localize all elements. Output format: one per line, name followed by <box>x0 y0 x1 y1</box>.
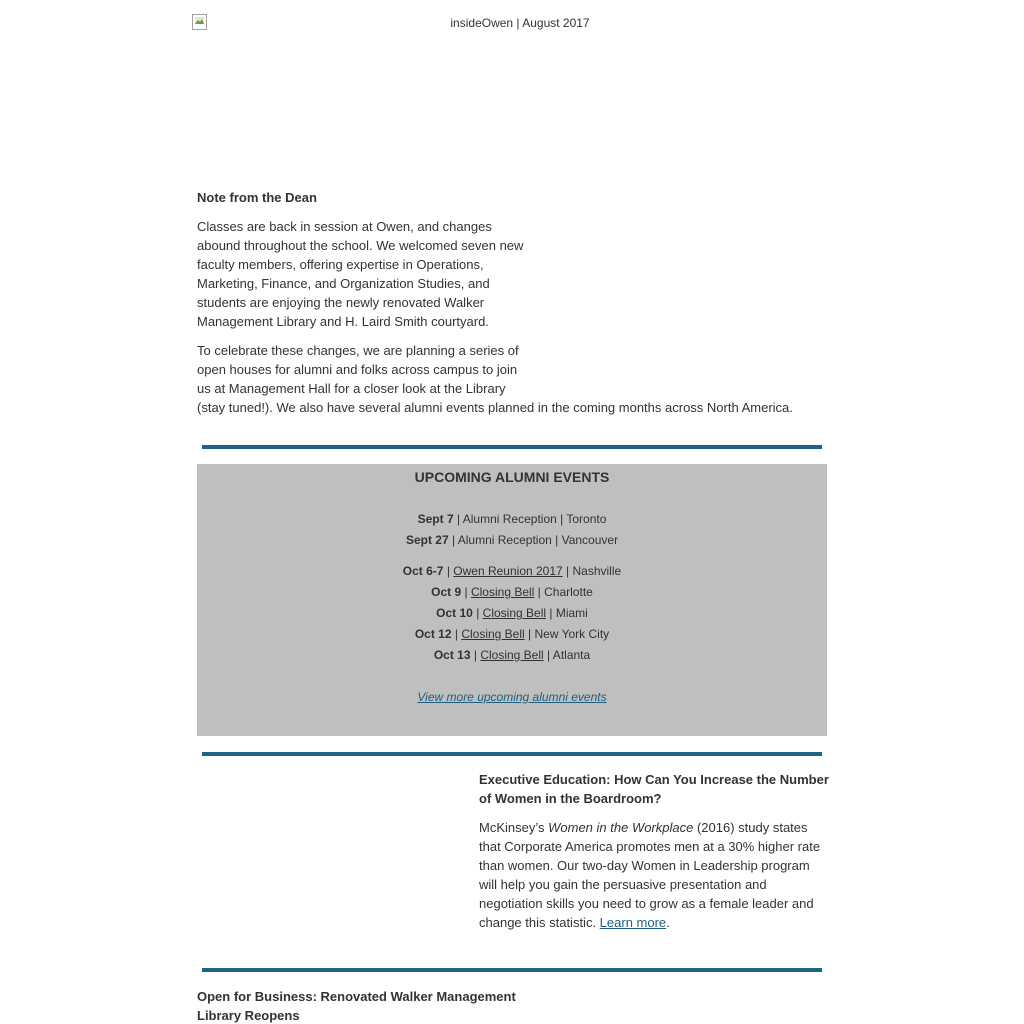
event-separator: | <box>472 606 483 620</box>
event-date: Oct 13 <box>433 648 471 662</box>
exec-ed-section <box>479 770 829 932</box>
exec-ed-paragraph <box>479 818 829 932</box>
dean-p2-line: us at Management Hall for a closer look at the Library <box>197 381 506 396</box>
event-date: Sept 7 <box>417 512 454 526</box>
events-title: UPCOMING ALUMNI EVENTS <box>414 469 610 485</box>
dean-section <box>197 188 827 427</box>
event-separator: | <box>461 585 471 599</box>
view-more-events-link[interactable]: View more upcoming alumni events <box>417 690 607 704</box>
header <box>192 14 832 34</box>
event-separator: | <box>443 564 454 578</box>
exec-text: (2016) study states that Corporate America promotes men at a 30% higher rate than women. Our two-day Women in Leadership program will help you gain the persuasive presentation and negotiation skills you need to grow as a female leader and change this statistic. <box>479 820 821 930</box>
view-more-row <box>197 687 827 708</box>
event-link[interactable]: Closing Bell <box>480 648 544 662</box>
learn-more-link[interactable]: Learn more <box>599 915 667 930</box>
event-item <box>197 561 827 582</box>
event-details: | Alumni Reception | Toronto <box>453 512 607 526</box>
event-details: | Nashville <box>562 564 622 578</box>
event-item <box>197 530 827 551</box>
section-divider <box>202 752 822 756</box>
dean-note-title: Note from the Dean <box>197 190 317 205</box>
event-link[interactable]: Closing Bell <box>470 585 535 599</box>
event-item <box>197 603 827 624</box>
event-link[interactable]: Owen Reunion 2017 <box>453 564 563 578</box>
event-details: | New York City <box>524 627 610 641</box>
event-separator: | <box>451 627 462 641</box>
alumni-events-box <box>197 464 827 736</box>
dean-p2-line: To celebrate these changes, we are planning a series of <box>197 343 519 358</box>
section-divider <box>202 968 822 972</box>
exec-ed-title: Executive Education: How Can You Increase the Number of Women in the Boardroom? <box>479 772 829 806</box>
exec-emphasis: Women in the Workplace <box>548 820 694 835</box>
event-date: Sept 27 <box>405 533 449 547</box>
exec-text: McKinsey’s <box>479 820 549 835</box>
event-details: | Atlanta <box>543 648 591 662</box>
library-article-title: Open for Business: Renovated Walker Management Library Reopens <box>197 989 516 1023</box>
event-date: Oct 6-7 <box>402 564 444 578</box>
section-divider <box>202 445 822 449</box>
event-item <box>197 624 827 645</box>
event-link[interactable]: Closing Bell <box>461 627 525 641</box>
exec-text: . <box>666 915 670 930</box>
event-details: | Charlotte <box>534 585 593 599</box>
event-date: Oct 12 <box>414 627 452 641</box>
event-separator: | <box>470 648 481 662</box>
newsletter-title: insideOwen | August 2017 <box>450 16 590 30</box>
dean-paragraph-1: Classes are back in session at Owen, and changes abound throughout the school. We welcomed seven new faculty members, offering expertise in Operations, Marketing, Finance, and Organization Studies, and students are enjoying the newly renovated Walker Management Library and H. Laird Smith courtyard. <box>197 219 524 329</box>
event-details: | Alumni Reception | Vancouver <box>448 533 619 547</box>
dean-p2-line: (stay tuned!). We also have several alumni events planned in the coming months across North America. <box>197 400 793 415</box>
event-date: Oct 9 <box>431 585 462 599</box>
event-item <box>197 582 827 603</box>
event-item <box>197 509 827 530</box>
dean-paragraph-2 <box>197 341 817 417</box>
event-link[interactable]: Closing Bell <box>482 606 547 620</box>
event-details: | Miami <box>546 606 588 620</box>
event-item <box>197 645 827 666</box>
event-date: Oct 10 <box>436 606 473 620</box>
dean-p2-line: open houses for alumni and folks across campus to join <box>197 362 518 377</box>
